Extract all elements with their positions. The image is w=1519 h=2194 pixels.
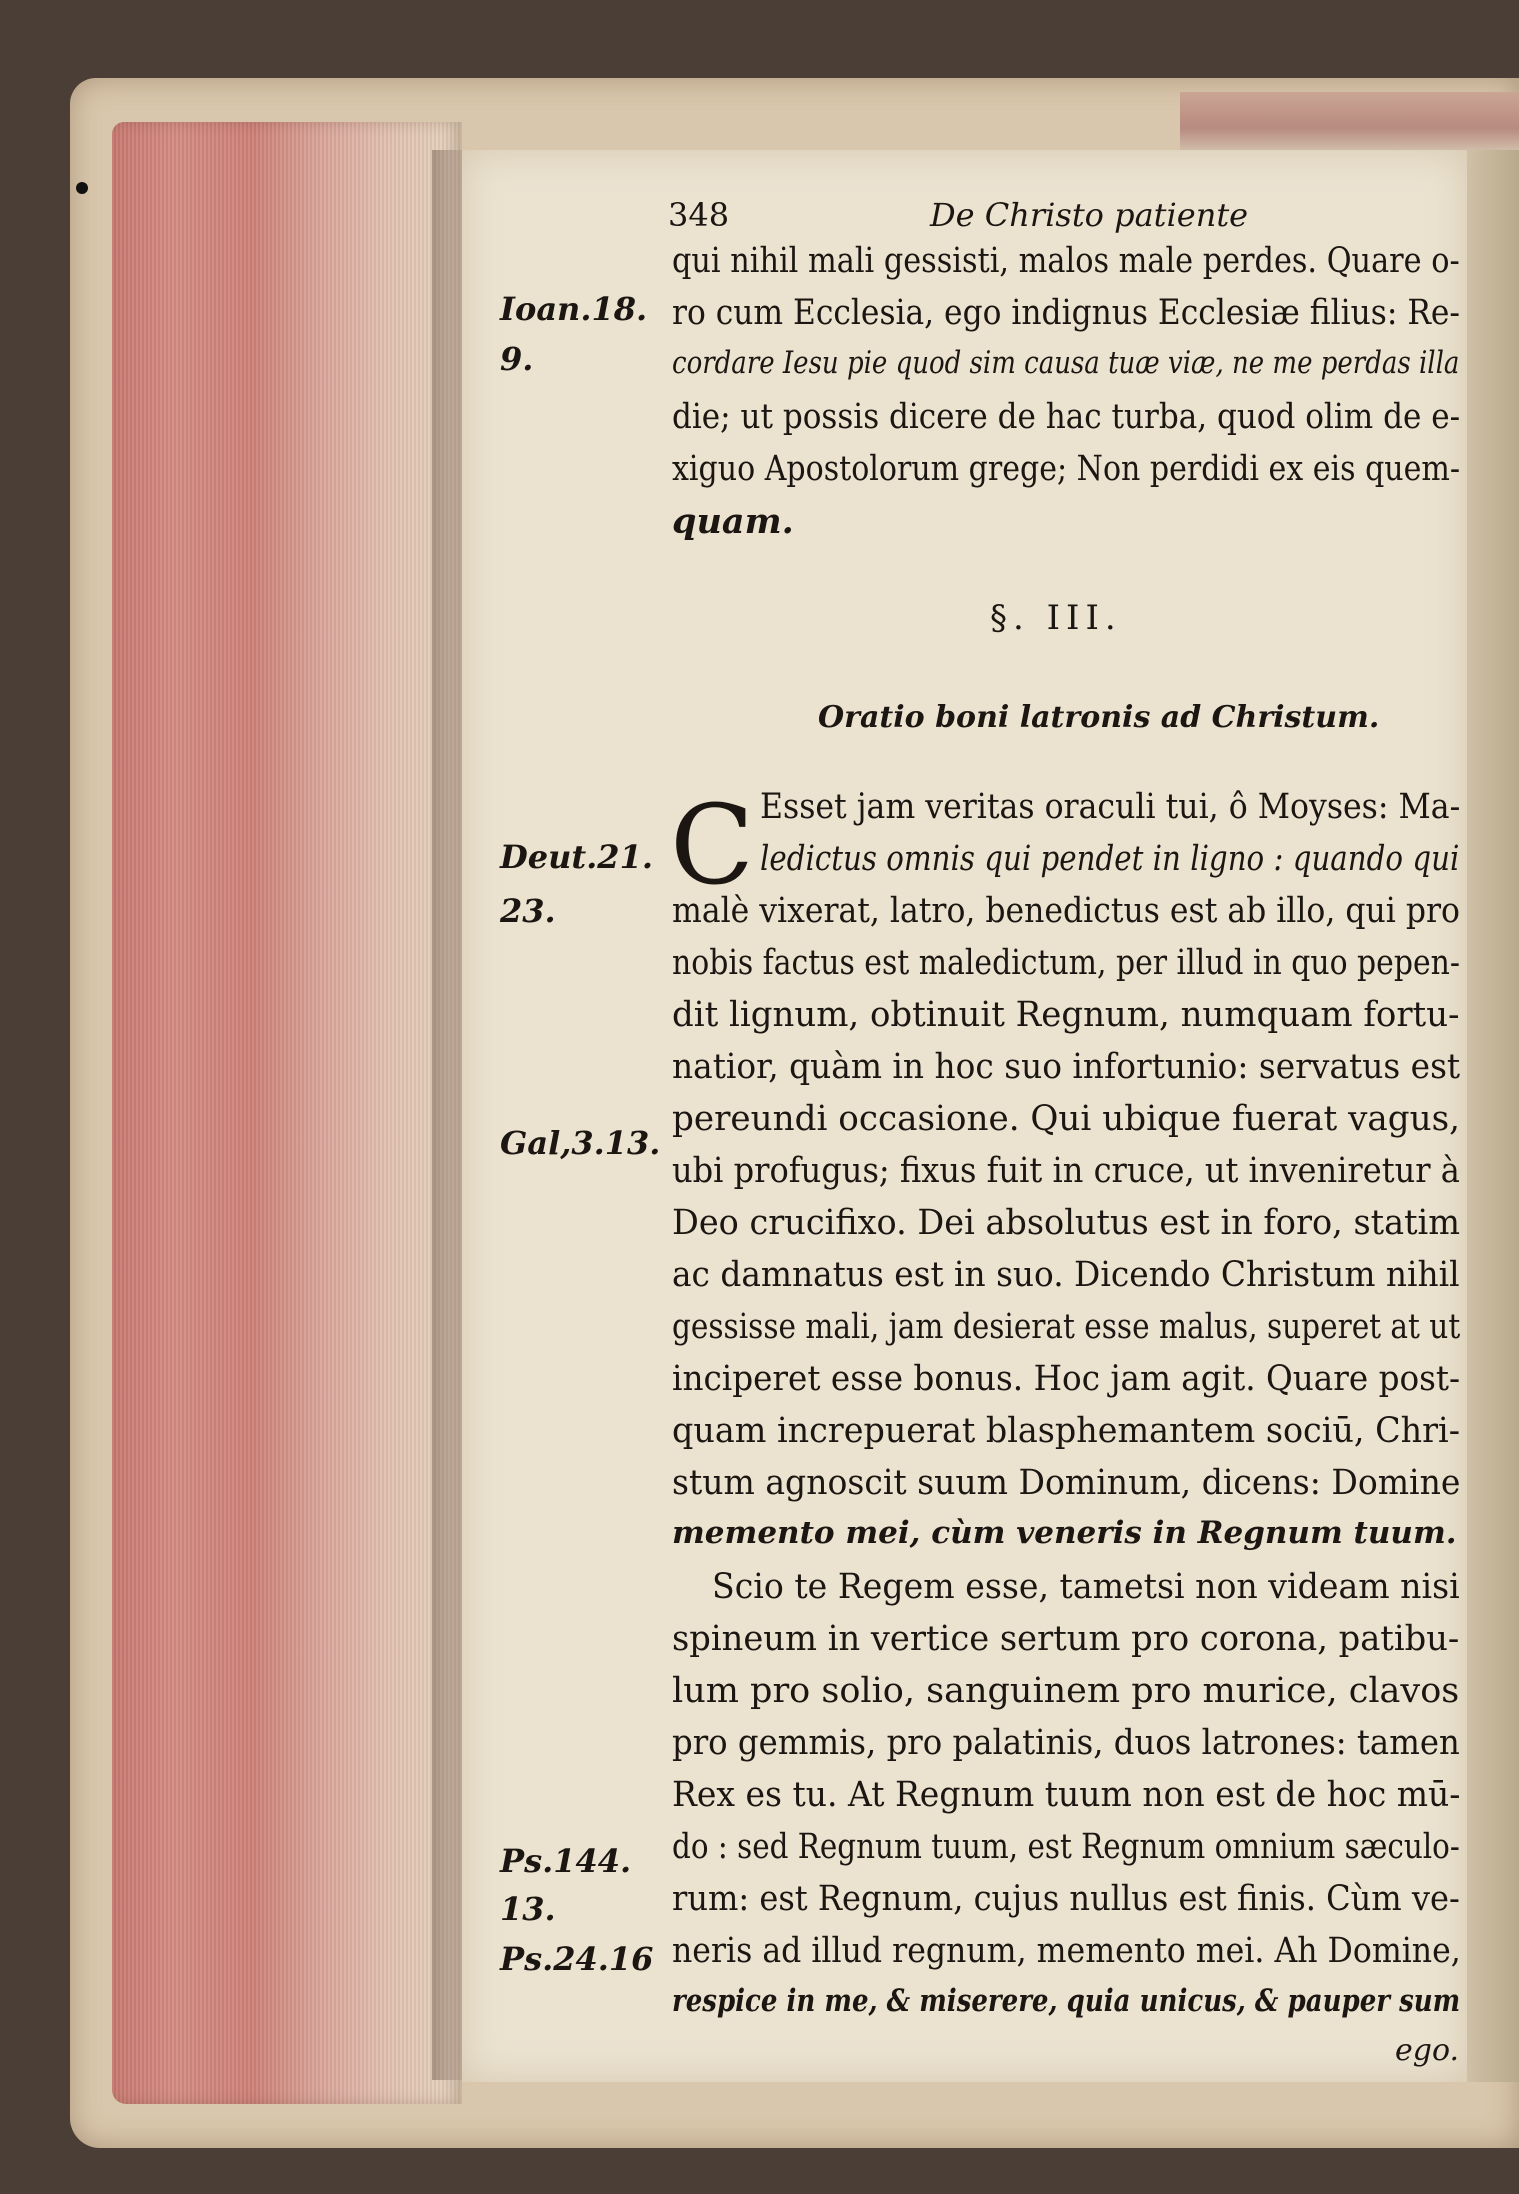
text-line: nobis factus est maledictum, per illud in quo pepen- [672,943,1460,983]
margin-note: 9. [500,340,534,378]
text-line: stum agnoscit suum Dominum, dicens: Domine [672,1463,1461,1503]
text-line: ubi profugus; fixus fuit in cruce, ut inveniretur à [672,1151,1460,1191]
text-line: cordare Iesu pie quod sim causa tuæ viæ, ne me perdas illa [672,345,1460,381]
margin-note: Gal,3.13. [500,1124,661,1162]
page-edges [112,122,462,2104]
text-line: spineum in vertice sertum pro corona, patibu- [672,1619,1460,1659]
text-line: lum pro solio, sanguinem pro murice, clavos [672,1671,1460,1711]
text-line: neris ad illud regnum, memento mei. Ah Domine, [672,1931,1461,1971]
cover-binding-strip [1180,92,1519,152]
text-line: quam. [672,501,794,542]
text-line: memento mei, cùm veneris in Regnum tuum. [672,1515,1457,1551]
text-line: qui nihil mali gessisti, malos male perdes. Quare o- [672,241,1460,281]
facing-page-edge [1467,150,1519,2082]
text-line: natior, quàm in hoc suo infortunio: servatus est [672,1047,1461,1087]
section-title: Oratio boni latronis ad Christum. [818,700,1380,735]
text-line: malè vixerat, latro, benedictus est ab illo, qui pro [672,891,1460,931]
text-line: gessisse mali, jam desierat esse malus, superet at ut [672,1307,1461,1347]
text-line: rum: est Regnum, cujus nullus est finis. Cùm ve- [672,1879,1460,1919]
text-line: Esset jam veritas oraculi tui, ô Moyses: Ma- [760,787,1461,827]
section-heading: §. III. [990,598,1122,638]
text-line: dit lignum, obtinuit Regnum, numquam fortu- [672,995,1460,1035]
margin-note: Ps.144. [500,1842,632,1880]
text-line: inciperet esse bonus. Hoc jam agit. Quare post- [672,1359,1461,1399]
text-line: ac damnatus est in suo. Dicendo Christum nihil [672,1255,1460,1295]
drop-cap: C [670,781,755,909]
text-line: pro gemmis, pro palatinis, duos latrones: tamen [672,1723,1460,1763]
binding-dot [76,182,88,194]
margin-note: Deut.21. [500,838,653,876]
text-line: respice in me, & miserere, quia unicus, & pauper sum [672,1983,1461,2019]
text-line: Deo crucifixo. Dei absolutus est in foro, statim [672,1203,1460,1243]
running-head: De Christo patiente [930,196,1249,234]
text-line: Scio te Regem esse, tametsi non videam nisi [712,1567,1460,1607]
text-line: Rex es tu. At Regnum tuum non est de hoc mū- [672,1775,1461,1815]
text-line: quam increpuerat blasphemantem sociū, Chri- [672,1411,1460,1451]
text-line: xiguo Apostolorum grege; Non perdidi ex eis quem- [672,449,1461,489]
text-line: ro cum Ecclesia, ego indignus Ecclesiæ filius: Re- [672,293,1461,333]
margin-note: 13. [500,1890,556,1928]
text-line: ledictus omnis qui pendet in ligno : quando qui [760,839,1460,879]
margin-note: Ioan.18. [500,290,648,328]
margin-note: Ps.24.16 [500,1940,654,1978]
text-line: pereundi occasione. Qui ubique fuerat vagus, [672,1099,1461,1139]
text-line: die; ut possis dicere de hac turba, quod olim de e- [672,397,1461,437]
page-number: 348 [668,196,730,234]
text-line: do : sed Regnum tuum, est Regnum omnium sæculo- [672,1827,1460,1867]
margin-note: 23. [500,892,556,930]
text-line: ego. [1395,2033,1460,2068]
